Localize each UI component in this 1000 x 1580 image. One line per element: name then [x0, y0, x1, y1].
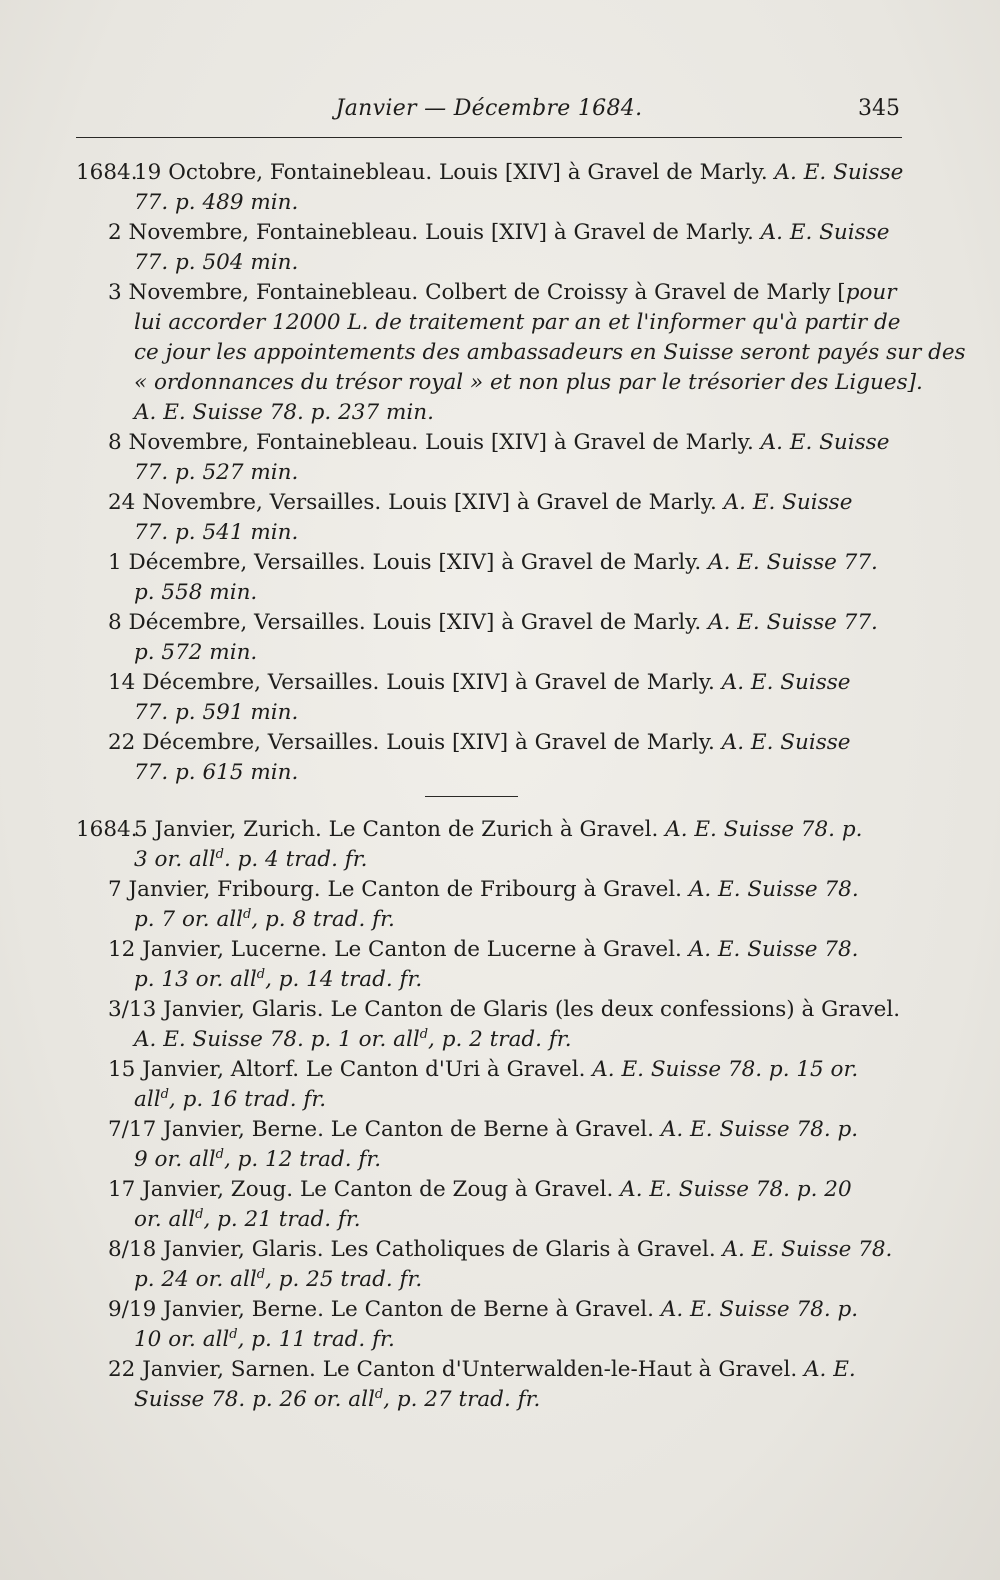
entry-text: 7/17 Janvier, Berne. Le Canton de Berne à Gravel.	[108, 1117, 661, 1142]
entry-citation: 9 or. all	[134, 1147, 216, 1172]
entry-continuation	[76, 845, 902, 875]
page-header	[76, 96, 902, 136]
calendar-entry	[76, 1355, 902, 1415]
section-1684-january	[76, 815, 902, 1415]
entry-text: 22 Décembre, Versailles. Louis [XIV] à Gravel de Marly.	[108, 730, 722, 755]
page-number: 345	[858, 96, 900, 121]
entry-text: 9/19 Janvier, Berne. Le Canton de Berne à Gravel.	[108, 1297, 661, 1322]
entry-continuation	[76, 905, 902, 935]
entry-text: 12 Janvier, Lucerne. Le Canton de Lucerne à Gravel.	[108, 937, 689, 962]
entry-continuation: 77. p. 541 min.	[134, 520, 299, 545]
entry-citation-end: , p. 8 trad. fr.	[251, 907, 395, 932]
entry-citation: p. 13 or. all	[134, 967, 257, 992]
entry-continuation: A. E. Suisse 78. p. 237 min.	[134, 400, 434, 425]
calendar-entry	[76, 428, 902, 488]
entry-text: 3/13 Janvier, Glaris. Le Canton de Glaris (les deux confessions) à Gravel.	[108, 997, 901, 1022]
entry-citation: p. 7 or. all	[134, 907, 244, 932]
superscript-d: d	[374, 1386, 384, 1402]
entry-continuation: lui accorder 12000 L. de traitement par an et l'informer qu'à partir de	[134, 310, 901, 335]
entry-citation-end: , p. 16 trad. fr.	[168, 1087, 327, 1112]
entry-citation-end: , p. 25 trad. fr.	[265, 1267, 423, 1292]
entry-reference: A. E. Suisse 78.	[688, 877, 859, 902]
entry-first-line	[76, 668, 902, 698]
entry-text: 15 Janvier, Altorf. Le Canton d'Uri à Gravel.	[108, 1057, 593, 1082]
entry-citation-end: , p. 21 trad. fr.	[203, 1207, 361, 1232]
entry-citation-end: , p. 2 trad. fr.	[428, 1027, 572, 1052]
entry-citation: A. E. Suisse 78. p. 1 or. all	[134, 1027, 420, 1052]
entry-first-line	[76, 158, 902, 188]
entry-continuation: ce jour les appointements des ambassadeurs en Suisse seront payés sur des	[134, 340, 966, 365]
entry-text: 8 Novembre, Fontainebleau. Louis [XIV] à Gravel de Marly.	[108, 430, 761, 455]
entry-continuation: 77. p. 489 min.	[134, 190, 299, 215]
entry-reference: A. E. Suisse 78. p.	[665, 817, 863, 842]
entry-first-line	[76, 218, 902, 248]
entry-continuation: 77. p. 527 min.	[134, 460, 299, 485]
entry-first-line	[76, 1055, 902, 1085]
entry-reference: A. E.	[804, 1357, 856, 1382]
entry-continuation: p. 572 min.	[134, 640, 258, 665]
entry-citation-end: , p. 12 trad. fr.	[223, 1147, 382, 1172]
superscript-d: d	[243, 906, 252, 922]
superscript-d: d	[215, 1146, 224, 1162]
entry-text: 22 Janvier, Sarnen. Le Canton d'Unterwalden-le-Haut à Gravel.	[108, 1357, 804, 1382]
entry-continuation	[76, 1085, 902, 1115]
entry-first-line	[76, 428, 902, 458]
calendar-entry	[76, 488, 902, 548]
calendar-entry	[76, 1295, 902, 1355]
entry-continuation	[76, 1385, 902, 1415]
entry-reference: A. E. Suisse	[721, 730, 851, 755]
header-rule	[76, 137, 902, 138]
entry-continuation	[76, 965, 902, 995]
entry-continuation	[76, 1145, 902, 1175]
calendar-entry	[76, 728, 902, 788]
entry-continuation: « ordonnances du trésor royal » et non plus par le trésorier des Ligues].	[134, 370, 923, 395]
entry-first-line	[76, 488, 902, 518]
entry-reference: A. E. Suisse 78.	[722, 1237, 893, 1262]
entry-reference: A. E. Suisse 78. p.	[660, 1117, 859, 1142]
entry-citation: 10 or. all	[134, 1327, 230, 1352]
entry-first-line	[76, 278, 902, 308]
entry-reference: A. E. Suisse 77.	[708, 610, 878, 635]
entry-first-line	[76, 1115, 902, 1145]
entry-citation-end: , p. 27 trad. fr.	[383, 1387, 541, 1412]
entry-first-line	[76, 1175, 902, 1205]
section-1684-autumn	[76, 158, 966, 788]
section-separator	[425, 796, 518, 797]
entry-reference: A. E. Suisse 77.	[708, 550, 878, 575]
entry-citation-end: . p. 4 trad. fr.	[223, 847, 368, 872]
entry-first-line	[76, 815, 902, 845]
entry-text: 17 Janvier, Zoug. Le Canton de Zoug à Gravel.	[108, 1177, 621, 1202]
entry-citation: or. all	[134, 1207, 196, 1232]
calendar-entry	[76, 875, 902, 935]
entry-year: 1684.	[76, 817, 138, 842]
calendar-entry	[76, 278, 966, 428]
entry-reference: A. E. Suisse	[760, 220, 890, 245]
entry-continuation: 77. p. 504 min.	[134, 250, 299, 275]
entry-first-line	[76, 1295, 902, 1325]
entry-citation-end: , p. 14 trad. fr.	[265, 967, 423, 992]
entry-first-line	[76, 995, 902, 1025]
entry-citation: 3 or. all	[134, 847, 216, 872]
entry-first-line	[76, 608, 902, 638]
calendar-entry	[76, 1175, 902, 1235]
entry-first-line	[76, 728, 902, 758]
entry-first-line	[76, 1355, 902, 1385]
entry-continuation	[76, 1025, 902, 1055]
superscript-d: d	[215, 846, 224, 862]
calendar-entry	[76, 995, 902, 1055]
entry-citation: Suisse 78. p. 26 or. all	[134, 1387, 375, 1412]
entry-continuation	[76, 1265, 902, 1295]
entry-text: 8 Décembre, Versailles. Louis [XIV] à Gravel de Marly.	[108, 610, 709, 635]
entry-text: 8/18 Janvier, Glaris. Les Catholiques de Glaris à Gravel.	[108, 1237, 723, 1262]
entry-reference: A. E. Suisse 78. p.	[660, 1297, 859, 1322]
entry-reference: A. E. Suisse 78. p. 20	[620, 1177, 852, 1202]
entry-text: 2 Novembre, Fontainebleau. Louis [XIV] à Gravel de Marly.	[108, 220, 761, 245]
superscript-d: d	[256, 1266, 266, 1282]
entry-first-line	[76, 935, 902, 965]
entry-year: 1684.	[76, 160, 138, 185]
running-title: Janvier — Décembre 1684.	[335, 96, 643, 121]
calendar-entry	[76, 815, 902, 875]
entry-first-line	[76, 1235, 902, 1265]
entry-text: 5 Janvier, Zurich. Le Canton de Zurich à Gravel.	[134, 817, 666, 842]
entry-first-line	[76, 548, 902, 578]
entry-reference: A. E. Suisse 78. p. 15 or.	[592, 1057, 859, 1082]
entry-continuation: 77. p. 615 min.	[134, 760, 299, 785]
superscript-d: d	[160, 1086, 169, 1102]
superscript-d: d	[256, 966, 266, 982]
entry-first-line	[76, 875, 902, 905]
entry-text: 1 Décembre, Versailles. Louis [XIV] à Gravel de Marly.	[108, 550, 709, 575]
entry-citation: p. 24 or. all	[134, 1267, 257, 1292]
entry-text: 7 Janvier, Fribourg. Le Canton de Fribourg à Gravel.	[108, 877, 689, 902]
entry-continuation: p. 558 min.	[134, 580, 258, 605]
superscript-d: d	[195, 1206, 204, 1222]
entry-continuation	[76, 1205, 902, 1235]
calendar-entry	[76, 218, 902, 278]
entry-reference: pour	[845, 280, 897, 305]
superscript-d: d	[419, 1026, 429, 1042]
calendar-entry	[76, 935, 902, 995]
calendar-entry	[76, 1235, 902, 1295]
calendar-entry	[76, 548, 902, 608]
entry-continuation	[76, 1325, 902, 1355]
entry-text: 24 Novembre, Versailles. Louis [XIV] à Gravel de Marly.	[108, 490, 724, 515]
entry-text: 3 Novembre, Fontainebleau. Colbert de Croissy à Gravel de Marly [	[108, 280, 846, 305]
entry-reference: A. E. Suisse	[774, 160, 904, 185]
entry-reference: A. E. Suisse	[760, 430, 890, 455]
entry-text: 19 Octobre, Fontainebleau. Louis [XIV] à Gravel de Marly.	[134, 160, 775, 185]
entry-reference: A. E. Suisse 78.	[688, 937, 859, 962]
calendar-entry	[76, 608, 902, 668]
superscript-d: d	[229, 1326, 238, 1342]
entry-reference: A. E. Suisse	[723, 490, 853, 515]
calendar-entry	[76, 158, 902, 218]
entry-reference: A. E. Suisse	[721, 670, 851, 695]
calendar-entry	[76, 1115, 902, 1175]
entry-continuation: 77. p. 591 min.	[134, 700, 299, 725]
entry-citation-end: , p. 11 trad. fr.	[237, 1327, 395, 1352]
entry-citation: all	[134, 1087, 161, 1112]
calendar-entry	[76, 1055, 902, 1115]
calendar-entry	[76, 668, 902, 728]
entry-text: 14 Décembre, Versailles. Louis [XIV] à Gravel de Marly.	[108, 670, 722, 695]
